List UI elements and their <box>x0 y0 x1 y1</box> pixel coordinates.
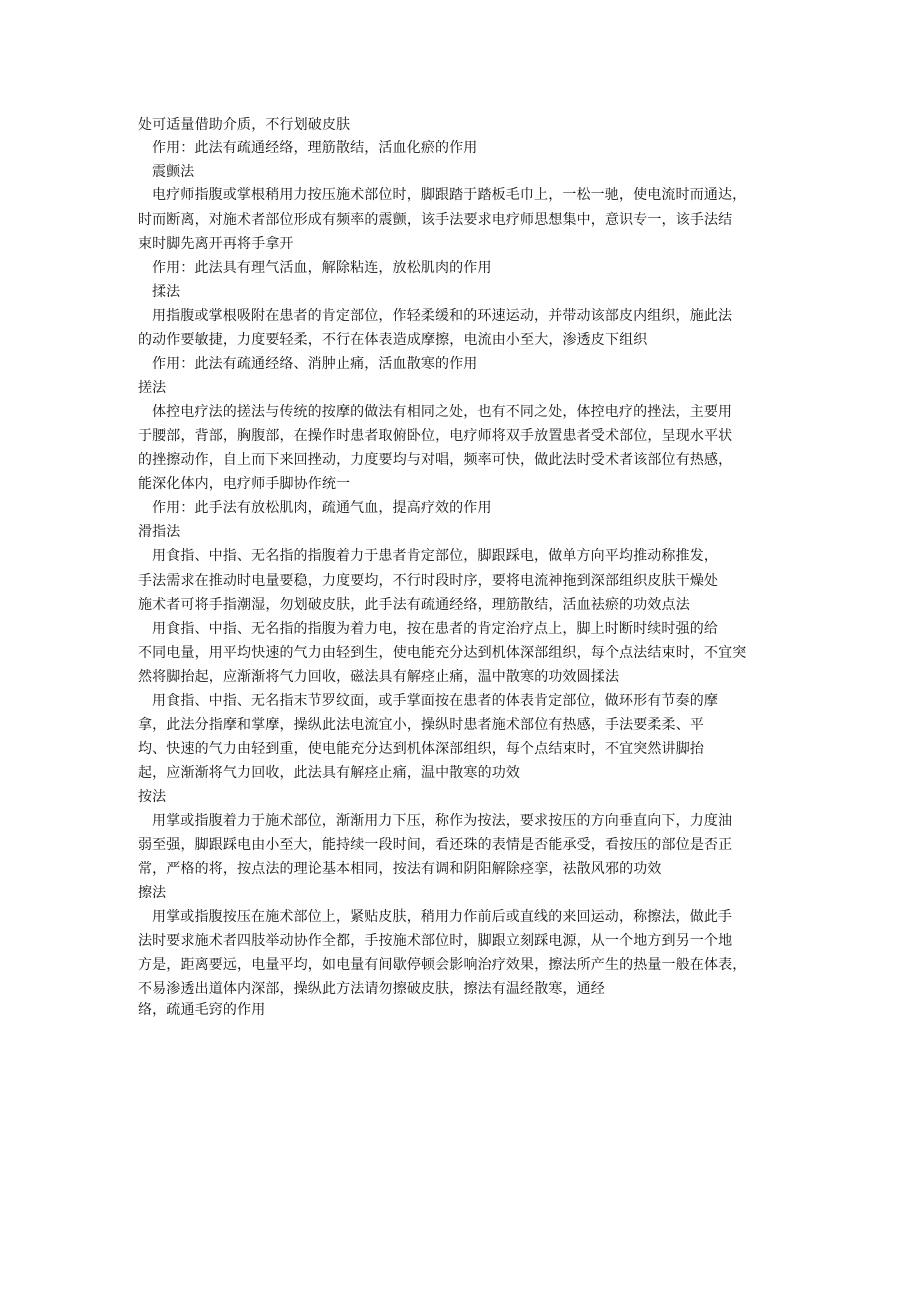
text-line: 拿，此法分指摩和掌摩，操纵此法电流宜小，操纵时患者施术部位有热感，手法要柔柔、平 <box>138 717 704 733</box>
text-line: 作用：此法有疏通经络，理筋散结，活血化瘀的作用 <box>152 140 478 156</box>
text-line: 体控电疗法的搓法与传统的按摩的做法有相同之处，也有不同之处，体控电疗的挫法，主要用 <box>152 404 733 420</box>
section-heading: 震颤法 <box>152 164 195 180</box>
text-line: 用食指、中指、无名指的指腹为着力电，按在患者的肯定治疗点上，脚上时断时续时强的给 <box>152 621 718 637</box>
text-line: 均、快速的气力由轻到重，使电能充分达到机体深部组织，每个点结束时，不宜突然讲脚抬 <box>138 741 704 757</box>
text-line: 用食指、中指、无名指末节罗纹面，或手掌面按在患者的体表肯定部位，做环形有节奏的摩 <box>152 693 718 709</box>
text-line: 手法需求在推动时电量要稳，力度要均，不行时段时序，要将电流神拖到深部组织皮肤干燥处 <box>138 573 719 589</box>
text-line: 用指腹或掌根吸附在患者的肯定部位，作轻柔缓和的环速运动，并带动该部皮内组织，施此法 <box>152 308 733 324</box>
text-line: 然将脚抬起，应渐渐将气力回收，磁法具有解痉止痛，温中散寒的功效圆揉法 <box>138 669 620 685</box>
text-line: 电疗师指腹或掌根稍用力按压施术部位时，脚跟踏于踏板毛巾上，一松一驰，使电流时而通达， <box>152 187 747 203</box>
text-line: 处可适量借助介质，不行划破皮肤 <box>138 117 351 133</box>
text-line: 作用：此手法有放松肌肉，疏通气血，提高疗效的作用 <box>152 500 492 516</box>
section-heading: 滑指法 <box>138 524 181 540</box>
text-line: 法时要求施术者四肢举动协作全都，手按施术部位时，脚跟立刻踩电源，从一个地方到另一个地 <box>138 933 733 949</box>
text-line: 用食指、中指、无名指的指腹着力于患者肯定部位，脚跟踩电，做单方向平均推动称推发， <box>152 548 718 564</box>
text-line: 络，疏通毛窍的作用 <box>138 1002 266 1018</box>
text-line: 常，严格的将，按点法的理论基本相同，按法有调和阴阳解除痉挛，祛散风邪的功效 <box>138 861 662 877</box>
text-line: 用掌或指腹按压在施术部位上，紧贴皮肤，稍用力作前后或直线的来回运动，称擦法，做此手 <box>152 909 733 925</box>
text-line: 起，应渐渐将气力回收，此法具有解痉止痛，温中散寒的功效 <box>138 765 521 781</box>
section-heading: 擦法 <box>138 885 167 901</box>
text-line: 能深化体内，电疗师手脚协作统一 <box>138 476 351 492</box>
text-line: 弱至强，脚跟踩电由小至大，能持续一段时间，看还珠的表情是否能承受，看按压的部位是否正 <box>138 837 733 853</box>
text-line: 作用：此法具有理气活血，解除粘连，放松肌肉的作用 <box>152 260 492 276</box>
text-line: 不同电量，用平均快速的气力由轻到生，使电能充分达到机体深部组织，每个点法结束时，不宜突 <box>138 645 747 661</box>
section-heading: 按法 <box>138 789 167 805</box>
section-heading: 揉法 <box>152 284 181 300</box>
section-heading: 搓法 <box>138 380 167 396</box>
text-line: 于腰部，背部，胸腹部，在操作时患者取俯卧位，电疗师将双手放置患者受术部位，呈现水平状 <box>138 428 733 444</box>
text-line: 用掌或指腹着力于施术部位，渐渐用力下压，称作为按法，要求按压的方向垂直向下，力度油 <box>152 813 733 829</box>
text-line: 作用：此法有疏通经络、消肿止痛，活血散寒的作用 <box>152 356 478 372</box>
text-line: 施术者可将手指潮湿，勿划破皮肤，此手法有疏通经络，理筋散结，活血祛瘀的功效点法 <box>138 597 690 613</box>
text-line: 的动作要敏捷，力度要轻柔，不行在体表造成摩擦，电流由小至大，渗透皮下组织 <box>138 332 648 348</box>
text-line: 的挫擦动作，自上而下来回挫动，力度要均与对唱，频率可快，做此法时受术者该部位有热感， <box>138 452 733 468</box>
text-line: 不易渗透出道体内深部，操纵此方法请勿擦破皮肤，擦法有温经散寒，通经 <box>138 981 605 997</box>
text-line: 时而断离，对施术者部位形成有频率的震颤，该手法要求电疗师思想集中，意识专一，该手法结 <box>138 212 733 228</box>
text-line: 束时脚先离开再将手拿开 <box>138 236 294 252</box>
text-line: 方是，距离要远，电量平均，如电量有间歇停顿会影响治疗效果，擦法所产生的热量一般在体表， <box>138 957 747 973</box>
